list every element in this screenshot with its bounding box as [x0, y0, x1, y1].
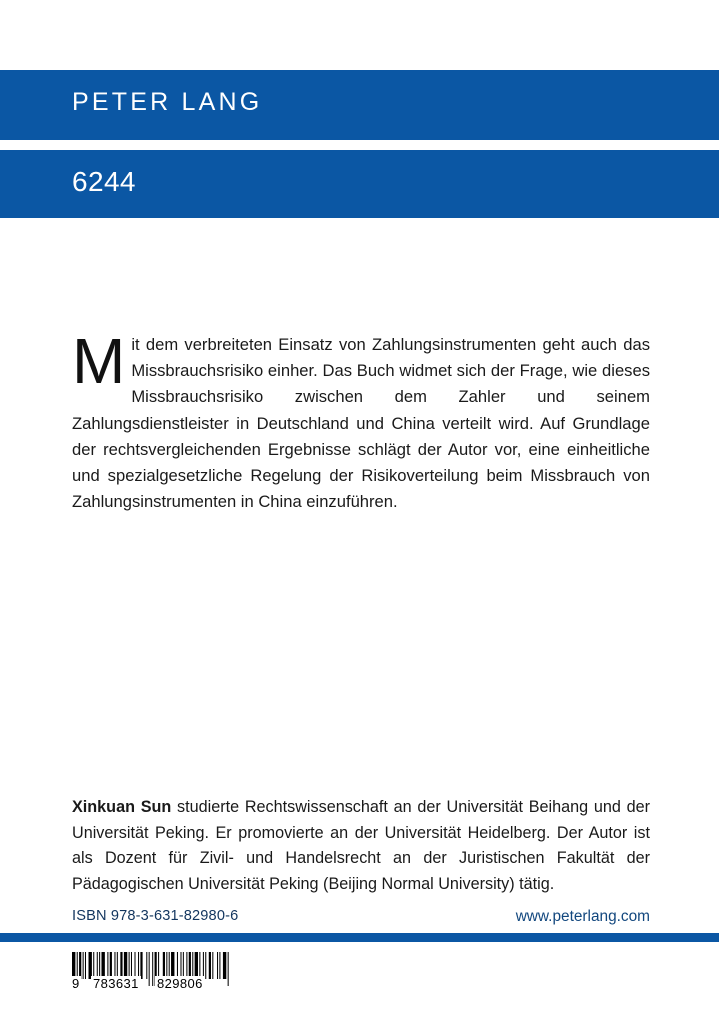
barcode-lead-digit: 9: [72, 976, 80, 991]
author-name: Xinkuan Sun: [72, 798, 172, 816]
book-description-text: it dem verbreiteten Einsatz von Zahlungsinstrumenten geht auch das Missbrauchsrisiko einher. Das Buch widmet sich der Frage, wie dieses Missbrauchsrisiko zwischen dem Zahler und seinem Zahlungsdienstleister in Deutschland und China verteilt wird. Auf Grundlage der rechtsvergleichenden Ergebnisse schlägt der Autor vor, eine einheitliche und spezialgesetzliche Regelung der Risikoverteilung beim Missbrauch von Zahlungsinstrumenten in China einzuführen.: [72, 335, 650, 512]
publisher-website-link[interactable]: www.peterlang.com: [515, 908, 650, 925]
drop-cap: M: [72, 325, 126, 397]
book-description: [72, 325, 650, 515]
barcode-left-group: 783631: [93, 976, 139, 991]
publisher-band: [0, 70, 719, 140]
isbn-text: ISBN 978-3-631-82980-6: [72, 908, 239, 924]
publisher-name: PETER LANG: [72, 88, 263, 116]
series-band: [0, 150, 719, 218]
author-bio-text: studierte Rechtswissenschaft an der Universität Beihang und der Universität Peking. Er promovierte an der Universität Heidelberg. Der Autor ist als Dozent für Zivil- und Handelsrecht an der Juristischen Fakultät der Pädagogischen Universität Peking (Beijing Normal University) tätig.: [72, 798, 650, 893]
footer-rule: [0, 933, 719, 942]
barcode-right-group: 829806: [157, 976, 203, 991]
isbn-barcode: [72, 952, 230, 991]
author-bio: [72, 795, 650, 897]
footer-meta-row: [72, 908, 650, 928]
series-number: 6244: [72, 166, 136, 197]
